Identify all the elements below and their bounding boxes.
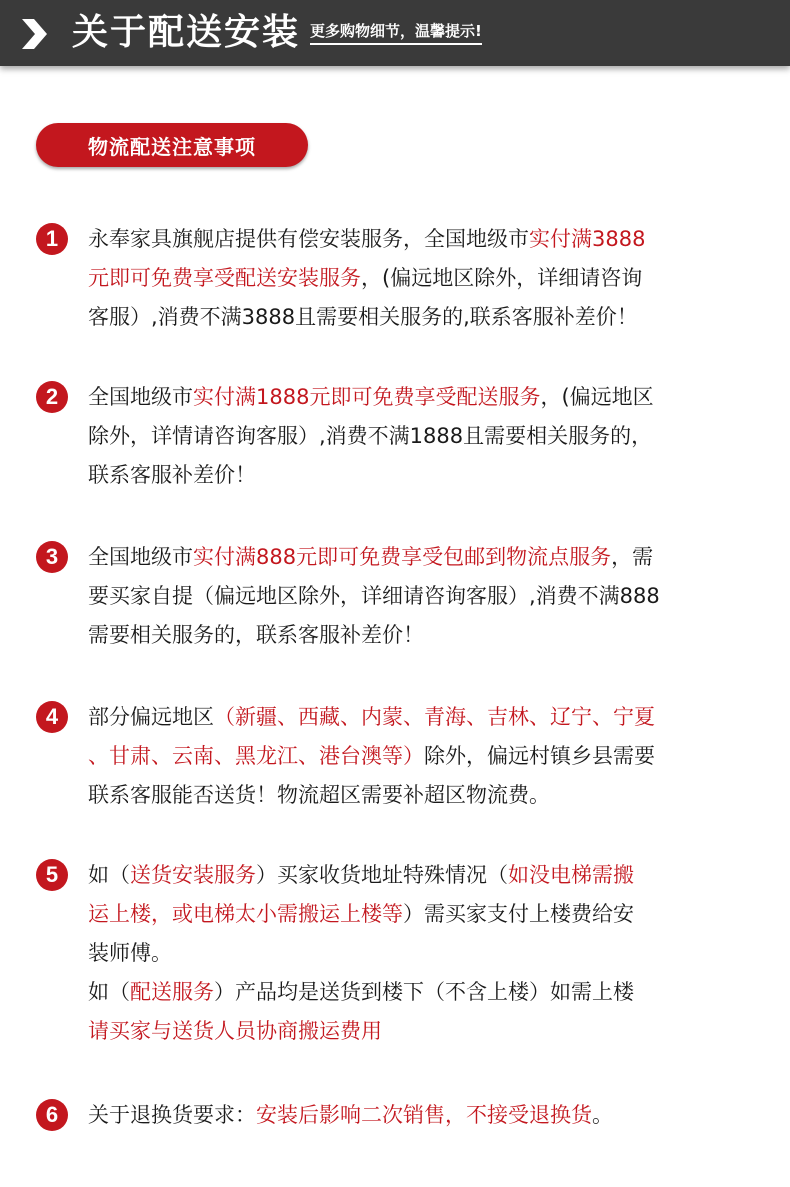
note-text [88,220,760,337]
text-segment: ，(偏远地区 [540,385,654,409]
note-text [88,856,760,1051]
highlight-segment: 元即可免费享受配送安装服务 [88,266,361,290]
note-line [88,973,760,1012]
page-header [0,0,790,66]
note-line [88,1012,760,1051]
text-segment: ）产品均是送货到楼下（不含上楼）如需上楼 [214,980,634,1004]
highlight-segment: （新疆、西藏、内蒙、青海、吉林、辽宁、宁夏 [214,705,655,729]
note-text [88,1096,760,1135]
highlight-segment: 如没电梯需搬 [508,863,634,887]
note-line [88,616,760,655]
text-segment: 如（ [88,863,130,887]
note-text [88,698,760,815]
number-badge: 5 [36,859,68,891]
text-segment: 全国地级市 [88,385,193,409]
text-segment: 全国地级市 [88,545,193,569]
note-line [88,698,760,737]
note-line [88,417,760,456]
chevron-right-icon [20,19,48,49]
text-segment: ）买家收货地址特殊情况（ [256,863,508,887]
text-segment: 除外，偏远村镇乡县需要 [424,744,655,768]
note-line [88,220,760,259]
highlight-segment: 实付满3888 [529,227,646,251]
text-segment: 装师傅。 [88,941,172,965]
text-segment: ，(偏远地区除外，详细请咨询 [361,266,643,290]
note-line [88,856,760,895]
highlight-segment: 实付满1888元即可免费享受配送服务 [193,385,541,409]
note-line [88,895,760,934]
note-line [88,456,760,495]
text-segment: 部分偏远地区 [88,705,214,729]
note-line [88,934,760,973]
text-segment: 联系客服能否送货！物流超区需要补超区物流费。 [88,783,550,807]
text-segment: 如（ [88,980,130,1004]
highlight-segment: 配送服务 [130,980,214,1004]
text-segment: 关于退换货要求： [88,1103,256,1127]
number-badge: 6 [36,1099,68,1131]
note-line [88,538,760,577]
note-line [88,737,760,776]
text-segment: 需要相关服务的，联系客服补差价！ [88,623,424,647]
text-segment: 客服）,消费不满3888且需要相关服务的,联系客服补差价！ [88,305,638,329]
note-text [88,538,760,655]
section-title: 物流配送注意事项 [36,123,308,167]
note-line [88,577,760,616]
highlight-segment: 运上楼，或电梯太小需搬运上楼等 [88,902,403,926]
highlight-segment: 实付满888元即可免费享受包邮到物流点服务 [193,545,612,569]
highlight-segment: 送货安装服务 [130,863,256,887]
note-line [88,259,760,298]
text-segment: ，需 [611,545,654,569]
text-segment: 永奉家具旗舰店提供有偿安装服务，全国地级市 [88,227,529,251]
note-text [88,378,760,495]
text-segment: 要买家自提（偏远地区除外，详细请咨询客服）,消费不满888 [88,584,660,608]
highlight-segment: 、甘肃、云南、黑龙江、港台澳等） [88,744,424,768]
number-badge: 2 [36,381,68,413]
text-segment: 除外，详情请咨询客服）,消费不满1888且需要相关服务的， [88,424,653,448]
header-tip: 更多购物细节，温馨提示! [310,21,482,45]
page-title: 关于配送安装 [72,12,301,53]
note-line [88,298,760,337]
text-segment: 。 [592,1103,613,1127]
text-segment: 联系客服补差价！ [88,463,256,487]
number-badge: 4 [36,701,68,733]
note-line [88,378,760,417]
number-badge: 1 [36,223,68,255]
highlight-segment: 请买家与送货人员协商搬运费用 [88,1019,382,1043]
highlight-segment: 安装后影响二次销售，不接受退换货 [256,1103,592,1127]
number-badge: 3 [36,541,68,573]
text-segment: ）需买家支付上楼费给安 [403,902,634,926]
note-line [88,776,760,815]
note-line [88,1096,760,1135]
